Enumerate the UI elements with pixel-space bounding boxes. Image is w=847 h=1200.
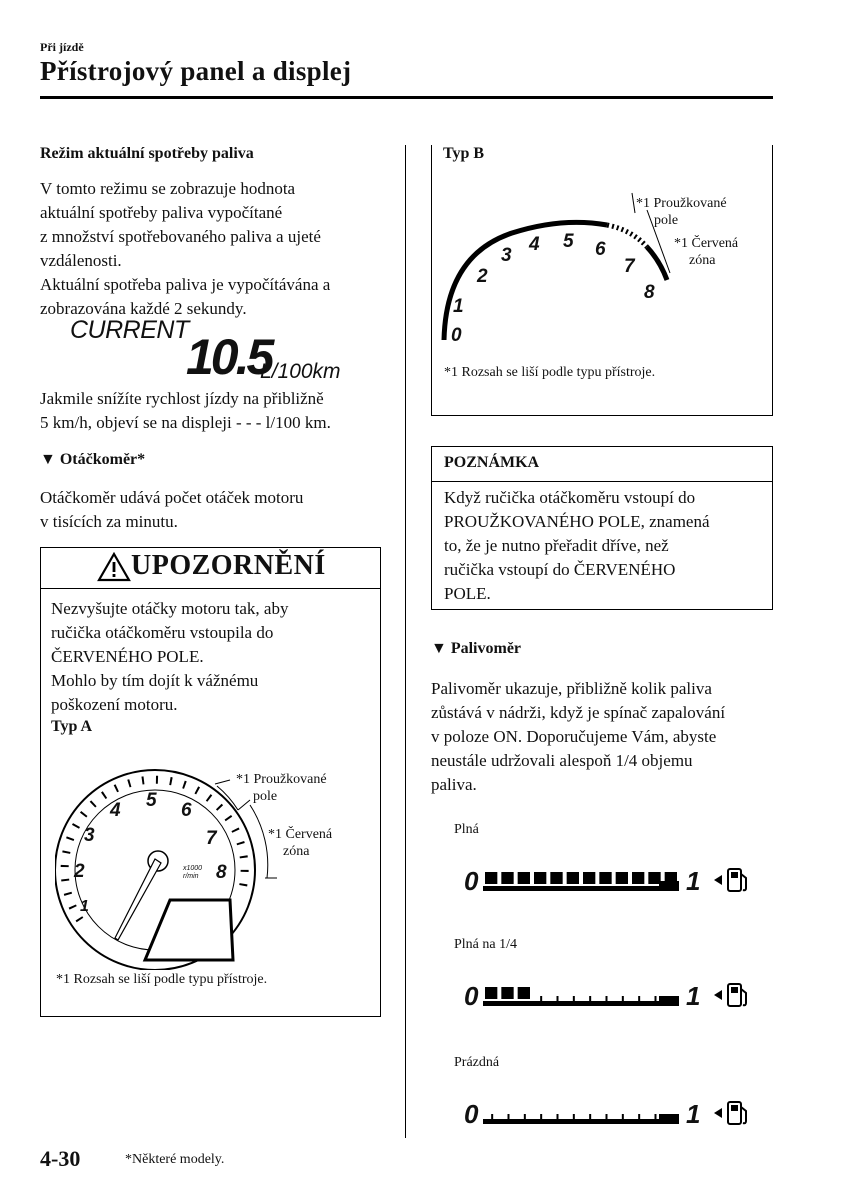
fuel-tick <box>606 996 608 1001</box>
gauge-b-number: 1 <box>453 296 464 317</box>
fuel-gauge-min: 0 <box>464 981 479 1011</box>
fuel-gauge-label: Plná <box>454 822 479 837</box>
callout-red-a: *1 Červená zóna <box>268 827 333 859</box>
callout-striped-b: *1 Proužkované pole <box>636 196 727 228</box>
current-unit: L/100km <box>260 360 341 383</box>
gauge-a-number: 2 <box>74 861 85 882</box>
fuel-segment-filled <box>485 872 497 884</box>
fuel-pump-icon <box>713 981 753 1014</box>
fuel-bar-base <box>483 1001 679 1006</box>
current-value: 10.5 <box>186 329 272 385</box>
footnote-a: *1 Rozsah se liší podle typu přístroje. <box>56 972 268 987</box>
section-label: Při jízdě <box>40 40 84 54</box>
fuel-tick <box>540 1114 542 1119</box>
fuel-gauge-bar <box>483 866 683 894</box>
fuel-bar-base <box>483 1119 679 1124</box>
fuel-tick <box>508 1114 510 1119</box>
fuel-segment-filled <box>583 872 595 884</box>
fuel-segment-filled <box>567 872 579 884</box>
warning-title: UPOZORNĚNÍ <box>131 550 326 581</box>
fuel-gauge-bar <box>483 1099 683 1127</box>
fuel-segment-filled <box>518 987 530 999</box>
gauge-b-number: 4 <box>529 234 540 255</box>
footnote-b: *1 Rozsah se liší podle typu přístroje. <box>444 365 656 380</box>
fuel-gauge-min: 0 <box>464 866 479 896</box>
fuel-gauge-label: Prázdná <box>454 1055 500 1070</box>
fuel-bar-end <box>659 1114 679 1124</box>
fuel-tick <box>622 1114 624 1119</box>
fuel-tick <box>491 1114 493 1119</box>
fuel-tick <box>655 1114 657 1119</box>
tachometer-type-a <box>55 760 375 970</box>
fuel-pump-icon <box>713 866 753 899</box>
gauge-a-number: 8 <box>216 862 227 883</box>
fuel-tick <box>638 1114 640 1119</box>
fuel-segment-filled <box>501 872 513 884</box>
fuel-gauge-max: 1 <box>686 866 701 896</box>
fuel-tick <box>524 1114 526 1119</box>
page-title: Přístrojový panel a displej <box>40 56 352 86</box>
mode-text: V tomto režimu se zobrazuje hodnota aktuální spotřeby paliva vypočítané z množství spotřebovaného paliva a ujeté vzdálenosti. Aktuální spotřeba paliva je vypočítávána a zobrazována každé 2 sekundy. <box>40 179 331 318</box>
fuel-tick <box>589 996 591 1001</box>
note-title: POZNÁMKA <box>444 454 540 471</box>
fuel-bar-base <box>483 886 679 891</box>
fuel-gauge-bar <box>483 981 683 1009</box>
column-divider <box>405 145 406 1138</box>
gauge-a-number: 5 <box>146 790 157 811</box>
gauge-b-number: 8 <box>644 282 655 303</box>
fuel-gauge-label: Plná na 1/4 <box>454 937 517 952</box>
fuel-segment-filled <box>599 872 611 884</box>
gauge-b-number: 0 <box>451 325 462 346</box>
fuel-text: Palivoměr ukazuje, přibližně kolik paliva zůstává v nádrži, když je spínač zapalování v poloze ON. Doporučujeme Vám, abyste neustále udržovali alespoň 1/4 objemu paliva. <box>431 679 726 794</box>
gauge-a-number: 6 <box>181 800 192 821</box>
fuel-gauge-max: 1 <box>686 981 701 1011</box>
fuel-heading: ▼ Palivoměr <box>431 640 522 657</box>
gauge-a-number: 1 <box>80 898 89 915</box>
fuel-segment-filled <box>534 872 546 884</box>
note-text: Když ručička otáčkoměru vstoupí do PROUŽKOVANÉHO POLE, znamená to, že je nutno přeřadit dříve, než ručička vstoupí do ČERVENÉHO POLE. <box>444 488 710 603</box>
fuel-tick <box>557 996 559 1001</box>
fuel-segment-filled <box>648 872 660 884</box>
page-number: 4-30 <box>40 1146 81 1171</box>
fuel-gauge-max: 1 <box>686 1099 701 1129</box>
fuel-tick <box>638 996 640 1001</box>
type-a-label: Typ A <box>51 718 93 735</box>
tacho-text: Otáčkoměr udává počet otáček motoru v tisících za minutu. <box>40 488 304 531</box>
fuel-tick <box>573 996 575 1001</box>
footer-note: *Některé modely. <box>125 1152 225 1167</box>
fuel-tick <box>655 996 657 1001</box>
fuel-pump-icon <box>713 1099 753 1132</box>
gauge-b-number: 3 <box>501 245 512 266</box>
note-divider <box>431 481 773 482</box>
gauge-a-number: 3 <box>84 825 95 846</box>
mode-heading: Režim aktuální spotřeby paliva <box>40 145 254 162</box>
fuel-segment-filled <box>616 872 628 884</box>
tacho-heading: ▼ Otáčkoměr* <box>40 451 146 468</box>
gauge-b-number: 7 <box>624 256 635 277</box>
fuel-segment-filled <box>485 987 497 999</box>
fuel-tick <box>671 996 673 1001</box>
warning-divider <box>40 588 381 589</box>
fuel-tick <box>606 1114 608 1119</box>
fuel-tick <box>573 1114 575 1119</box>
gauge-b-number: 5 <box>563 231 574 252</box>
gauge-a-number: 7 <box>206 828 217 849</box>
fuel-tick <box>540 996 542 1001</box>
type-b-label: Typ B <box>443 145 485 162</box>
callout-striped-a: *1 Proužkované pole <box>236 772 327 804</box>
fuel-segment-filled <box>501 987 513 999</box>
fuel-segment-filled <box>518 872 530 884</box>
gauge-b-number: 2 <box>477 266 488 287</box>
gauge-a-unit: x1000 r/min <box>183 865 203 880</box>
fuel-segment-filled <box>550 872 562 884</box>
title-rule <box>40 96 773 99</box>
slow-text: Jakmile snížíte rychlost jízdy na přibližně 5 km/h, objeví se na displeji - - - l/100 km. <box>40 389 331 432</box>
fuel-segment-filled <box>632 872 644 884</box>
fuel-tick <box>589 1114 591 1119</box>
fuel-tick <box>622 996 624 1001</box>
fuel-tick <box>557 1114 559 1119</box>
gauge-b-number: 6 <box>595 239 606 260</box>
warning-text: Nezvyšujte otáčky motoru tak, aby ručička otáčkoměru vstoupila do ČERVENÉHO POLE. Mohlo by tím dojít k vážnému poškození motoru. <box>51 599 289 714</box>
gauge-a-number: 4 <box>110 800 121 821</box>
warning-triangle-icon <box>97 552 131 582</box>
fuel-gauge-min: 0 <box>464 1099 479 1129</box>
fuel-segment-filled <box>665 872 677 884</box>
fuel-tick <box>671 1114 673 1119</box>
fuel-bar-end <box>659 996 679 1006</box>
current-label: CURRENT <box>70 316 189 344</box>
callout-red-b: *1 Červená zóna <box>674 236 739 268</box>
